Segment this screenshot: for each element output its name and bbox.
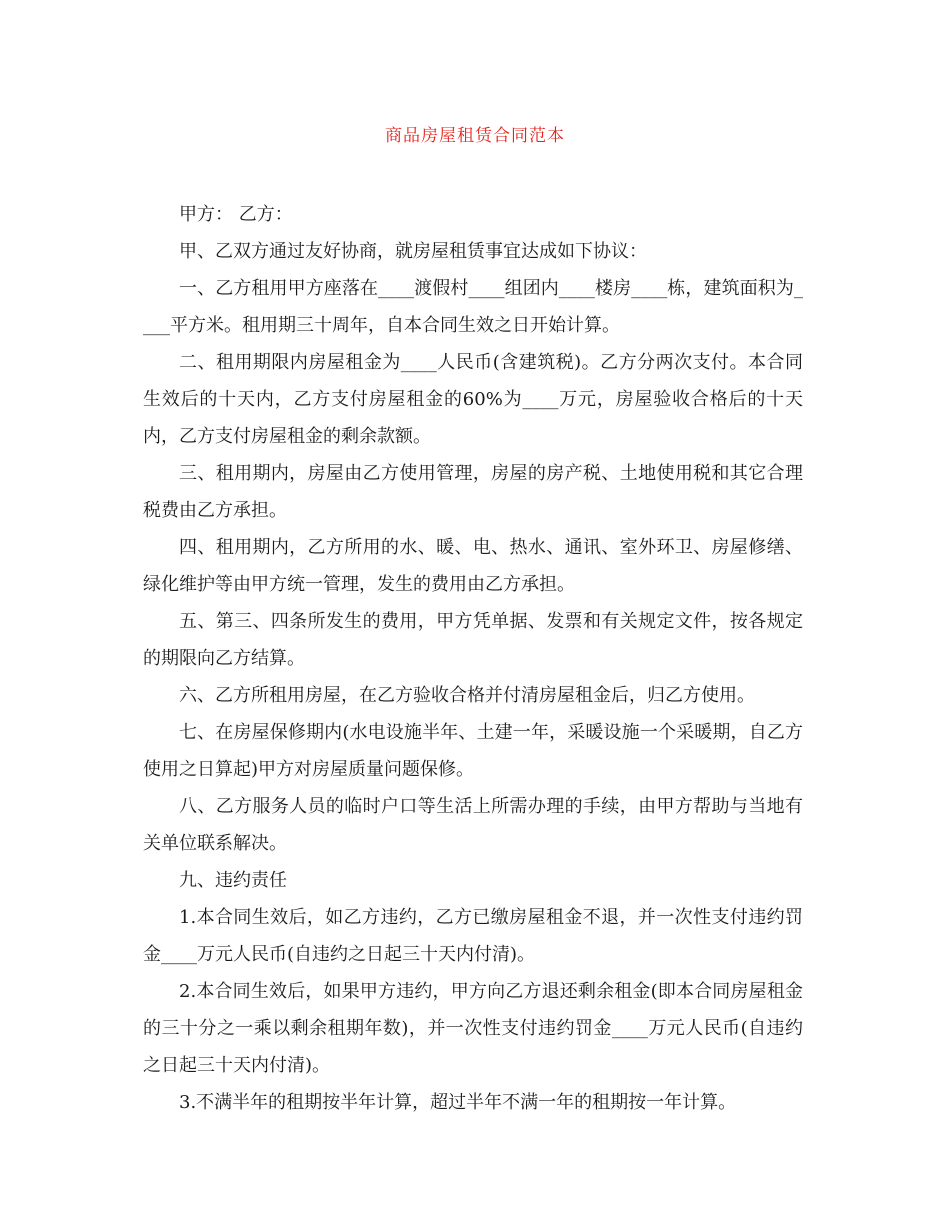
breach-item-1: 1.本合同生效后，如乙方违约，乙方已缴房屋租金不退，并一次性支付违约罚金____万元人民币(自违约之日起三十天内付清)。 bbox=[143, 907, 803, 965]
clause-6: 六、乙方所租用房屋，在乙方验收合格并付清房屋租金后，归乙方使用。 bbox=[179, 685, 755, 706]
agreement-intro: 甲、乙双方通过友好协商，就房屋租赁事宜达成如下协议： bbox=[179, 241, 647, 262]
breach-item-2: 2.本合同生效后，如果甲方违约，甲方向乙方退还剩余租金(即本合同房屋租金的三十分之一乘以剩余租期年数)，并一次性支付违约罚金____万元人民币(自违约之日起三十天内付清)。 bbox=[143, 981, 803, 1076]
clause-7: 七、在房屋保修期内(水电设施半年、土建一年，采暖设施一个采暖期，自乙方使用之日算起)甲方对房屋质量问题保修。 bbox=[143, 722, 803, 780]
clause-8: 八、乙方服务人员的临时户口等生活上所需办理的手续，由甲方帮助与当地有关单位联系解决。 bbox=[143, 796, 803, 854]
clause-4: 四、租用期内，乙方所用的水、暖、电、热水、通讯、室外环卫、房屋修缮、绿化维护等由甲方统一管理，发生的费用由乙方承担。 bbox=[143, 537, 803, 595]
clause-2: 二、租用期限内房屋租金为____人民币(含建筑税)。乙方分两次支付。本合同生效后的十天内，乙方支付房屋租金的60%为____万元，房屋验收合格后的十天内，乙方支付房屋租金的剩余款额。 bbox=[143, 352, 803, 447]
clause-3: 三、租用期内，房屋由乙方使用管理，房屋的房产税、土地使用税和其它合理税费由乙方承担。 bbox=[143, 463, 803, 521]
clause-1: 一、乙方租用甲方座落在____渡假村____组团内____楼房____栋，建筑面积为____平方米。租用期三十周年，自本合同生效之日开始计算。 bbox=[143, 278, 803, 336]
document-body bbox=[143, 196, 803, 1121]
party-line: 甲方： 乙方： bbox=[179, 204, 293, 225]
clause-9-heading: 九、违约责任 bbox=[179, 870, 287, 891]
document-title: 商品房屋租赁合同范本 bbox=[385, 126, 565, 146]
clause-5: 五、第三、四条所发生的费用，甲方凭单据、发票和有关规定文件，按各规定的期限向乙方结算。 bbox=[143, 611, 803, 669]
breach-item-3: 3.不满半年的租期按半年计算，超过半年不满一年的租期按一年计算。 bbox=[179, 1092, 737, 1113]
